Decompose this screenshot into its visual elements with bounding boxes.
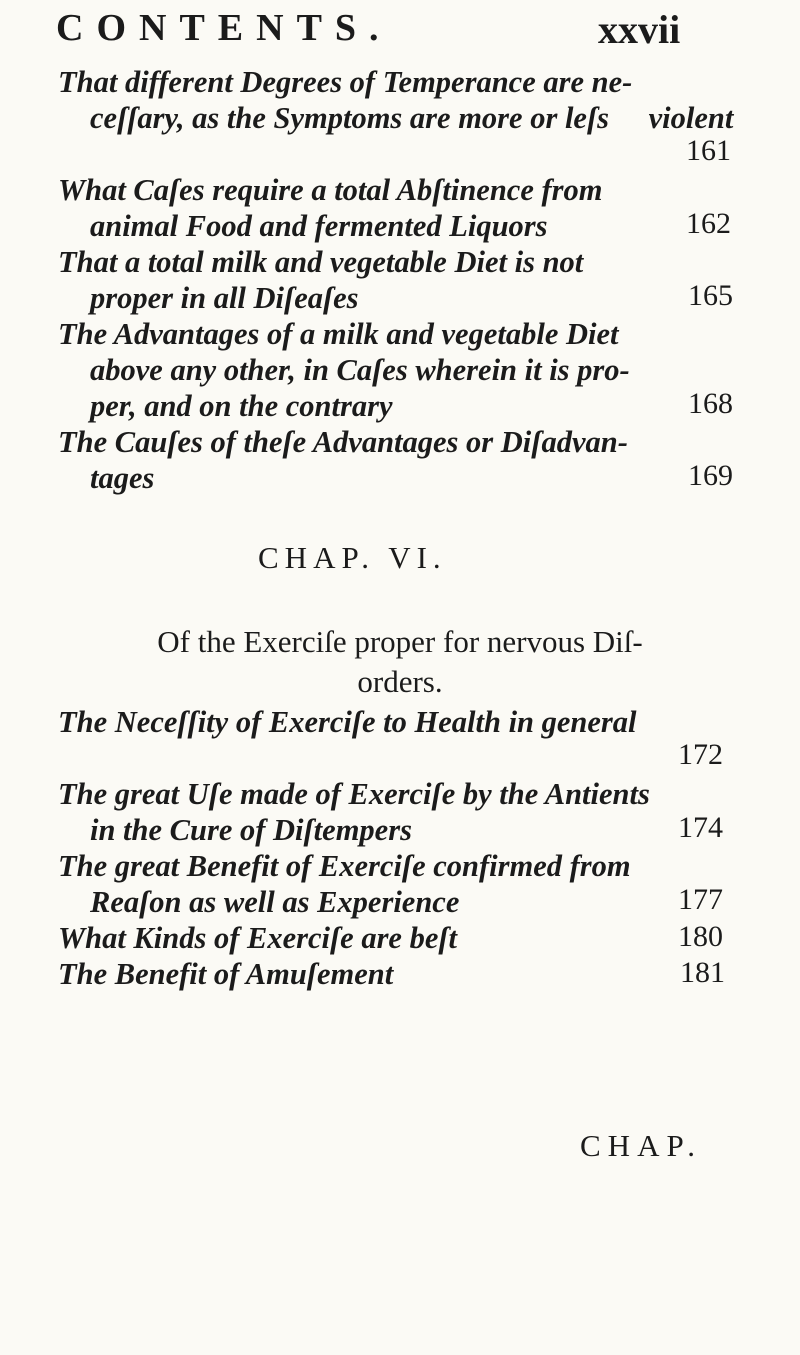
contents-entry [58, 704, 758, 740]
entry-line: proper in all Diſeaſes [90, 281, 359, 315]
entry-page-number: 165 [688, 279, 733, 312]
entry-line: The Advantages of a milk and vegetable Diet [58, 317, 619, 351]
contents-entry [58, 776, 758, 848]
entry-line: above any other, in Caſes wherein it is pro- [90, 353, 630, 387]
entry-line: The Benefit of Amuſement [58, 957, 394, 991]
entry-line: per, and on the contrary [90, 389, 393, 423]
entry-page-number: 168 [688, 387, 733, 420]
entry-page-number: 180 [678, 920, 723, 953]
entry-line: That different Degrees of Temperance are ne- [58, 65, 633, 99]
entry-line: That a total milk and vegetable Diet is not [58, 245, 584, 279]
running-head-title: CONTENTS. [56, 7, 392, 49]
entry-line: in the Cure of Diſtempers [90, 813, 412, 847]
running-head [0, 6, 800, 56]
entry-line: violent [648, 101, 734, 135]
contents-entry [58, 424, 758, 496]
chapter-title [40, 622, 760, 702]
contents-entry [58, 920, 758, 956]
contents-entry [58, 172, 758, 244]
contents-entry [58, 848, 758, 920]
chapter-title-line: orders. [357, 664, 443, 699]
entry-line: The Cauſes of theſe Advantages or Diſadvan- [58, 425, 628, 459]
entry-line: tages [90, 461, 155, 495]
entry-page-number: 172 [678, 738, 723, 771]
entry-page-number: 181 [680, 956, 725, 989]
entry-page-number: 177 [678, 883, 723, 916]
entry-page-number: 169 [688, 459, 733, 492]
entry-line: What Kinds of Exerciſe are beſt [58, 921, 458, 955]
entry-page-number: 174 [678, 811, 723, 844]
catchword: CHAP. [580, 1128, 703, 1163]
contents-entry [58, 244, 758, 316]
entry-page-number: 161 [686, 134, 731, 167]
entry-line: animal Food and fermented Liquors [90, 209, 548, 243]
entry-line: What Caſes require a total Abſtinence from [58, 173, 603, 207]
entry-line: The Neceſſity of Exerciſe to Health in general [58, 705, 637, 739]
contents-entry [58, 64, 758, 136]
entry-line: The great Uſe made of Exerciſe by the Antients [58, 777, 650, 811]
entry-page-number: 162 [686, 207, 731, 240]
chapter-title-line: Of the Exerciſe proper for nervous Diſ- [157, 624, 643, 659]
contents-entry [58, 956, 758, 992]
entry-line: The great Benefit of Exerciſe confirmed from [58, 849, 631, 883]
chapter-heading: CHAP. VI. [258, 540, 447, 575]
entry-line: ceſſary, as the Symptoms are more or leſs [90, 101, 609, 135]
entry-line: Reaſon as well as Experience [90, 885, 460, 919]
contents-entry [58, 316, 758, 424]
running-head-page-number: xxvii [598, 7, 681, 52]
